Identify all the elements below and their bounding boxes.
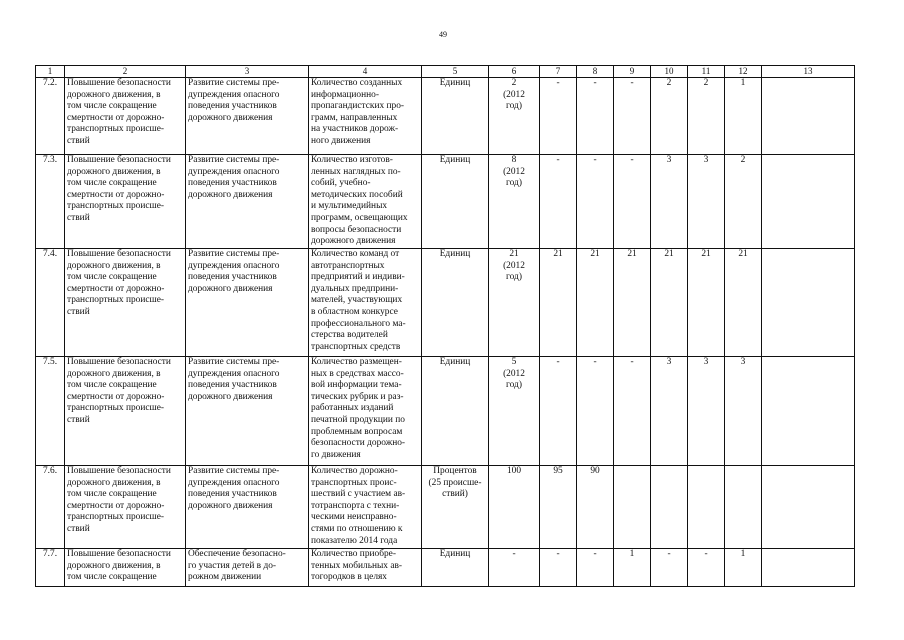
cell-line: Процентов: [433, 466, 477, 476]
cell-line: дорожного движения: [188, 283, 273, 294]
cell-line: дорожного движения: [311, 236, 396, 247]
cell-line: транспортных происше-: [67, 124, 165, 135]
cell-line: дуальных предприни-: [311, 283, 399, 294]
cell-line: год): [506, 272, 522, 283]
cell-line: дорожного движения, в: [67, 166, 161, 177]
goal-cell: [65, 466, 186, 549]
base-value-cell: [489, 249, 540, 357]
cell-line: Единиц: [439, 549, 471, 559]
value-cell-c13: [762, 357, 855, 466]
value-cell-c9: 1: [614, 549, 651, 587]
cell-line: ствий): [442, 489, 468, 500]
value-cell-c9: -: [614, 78, 651, 155]
column-header: 3: [186, 66, 309, 78]
base-value-cell: [489, 78, 540, 155]
value-cell-c8: 21: [577, 249, 614, 357]
cell-line: рожном движении: [188, 572, 262, 583]
table-row: [36, 78, 855, 155]
cell-line: том числе сокращение: [67, 101, 157, 112]
cell-line: тогородков в целях: [311, 572, 387, 583]
indicator-cell: [309, 466, 422, 549]
cell-line: предприятий и индиви-: [311, 272, 405, 283]
row-number-cell: 7.6.: [36, 466, 65, 549]
cell-line: дупреждения опасного: [188, 477, 280, 488]
goal-cell: [65, 357, 186, 466]
cell-line: 5: [511, 357, 517, 367]
cell-line: 21: [509, 249, 519, 259]
indicator-cell: [309, 357, 422, 466]
row-number-cell: 7.3.: [36, 155, 65, 249]
cell-line: смертности от дорожно-: [67, 283, 165, 294]
cell-line: дупреждения опасного: [188, 260, 280, 271]
value-cell-c11: 3: [688, 155, 725, 249]
cell-line: дорожного движения, в: [67, 368, 161, 379]
cell-line: Повышение безопасности: [67, 249, 171, 259]
cell-line: Единиц: [439, 78, 471, 88]
cell-line: ствий: [67, 306, 90, 317]
cell-line: поведения участников: [188, 101, 277, 112]
value-cell-c9: -: [614, 155, 651, 249]
cell-line: Количество дорожно-: [311, 466, 398, 476]
cell-line: смертности от дорожно-: [67, 189, 165, 200]
cell-line: на участников дорож-: [311, 124, 399, 135]
cell-line: поведения участников: [188, 380, 277, 391]
cell-line: 8: [511, 155, 517, 165]
cell-line: Повышение безопасности: [67, 78, 171, 88]
task-cell: [186, 249, 309, 357]
cell-line: Единиц: [439, 249, 471, 259]
cell-line: транспортных происше-: [67, 512, 165, 523]
column-header: 5: [422, 66, 489, 78]
cell-line: мателей, участвующих: [311, 295, 403, 306]
cell-line: Повышение безопасности: [67, 549, 171, 559]
cell-line: том числе сокращение: [67, 380, 157, 391]
value-cell-c12: 21: [725, 249, 762, 357]
cell-line: дорожного движения, в: [67, 260, 161, 271]
cell-line: поведения участников: [188, 489, 277, 500]
cell-line: дорожного движения: [188, 391, 273, 402]
cell-line: методических пособий: [311, 189, 403, 200]
value-cell-c11: 3: [688, 357, 725, 466]
column-header: 7: [540, 66, 577, 78]
cell-line: Развитие системы пре-: [188, 466, 280, 476]
cell-line: том числе сокращение: [67, 178, 157, 189]
cell-line: грамм, направленных: [311, 112, 398, 123]
unit-cell: [422, 357, 489, 466]
unit-cell: [422, 466, 489, 549]
cell-line: го участия детей в до-: [188, 560, 277, 571]
cell-line: работанных изданий: [311, 403, 394, 414]
cell-line: показателю 2014 года: [311, 535, 398, 546]
row-number-cell: 7.5.: [36, 357, 65, 466]
cell-line: го движения: [311, 449, 361, 460]
value-cell-c12: 1: [725, 549, 762, 587]
cell-line: (25 происше-: [428, 477, 482, 488]
column-header: 2: [65, 66, 186, 78]
cell-line: тотранспорта с техни-: [311, 500, 400, 511]
value-cell-c8: -: [577, 78, 614, 155]
cell-line: ствий: [67, 523, 90, 534]
cell-line: год): [506, 178, 522, 189]
column-header-row: [36, 66, 855, 78]
value-cell-c7: 95: [540, 466, 577, 549]
cell-line: транспортных средств: [311, 341, 401, 352]
cell-line: том числе сокращение: [67, 572, 157, 583]
cell-line: информационно-: [311, 89, 379, 100]
unit-cell: [422, 549, 489, 587]
table-row: [36, 249, 855, 357]
value-cell-c11: [688, 466, 725, 549]
column-header: 9: [614, 66, 651, 78]
cell-line: Количество размещен-: [311, 357, 402, 367]
cell-line: профессионального ма-: [311, 318, 406, 329]
value-cell-c8: 90: [577, 466, 614, 549]
column-header: 1: [36, 66, 65, 78]
cell-line: 2: [511, 78, 517, 88]
column-header: 12: [725, 66, 762, 78]
indicator-cell: [309, 155, 422, 249]
value-cell-c8: -: [577, 549, 614, 587]
base-value-cell: [489, 549, 540, 587]
value-cell-c12: [725, 466, 762, 549]
cell-line: дорожного движения, в: [67, 477, 161, 488]
value-cell-c9: [614, 466, 651, 549]
cell-line: дупреждения опасного: [188, 166, 280, 177]
cell-line: Развитие системы пре-: [188, 249, 280, 259]
indicator-cell: [309, 249, 422, 357]
cell-line: дорожного движения, в: [67, 560, 161, 571]
cell-line: ствий: [67, 212, 90, 223]
cell-line: Развитие системы пре-: [188, 357, 280, 367]
value-cell-c9: -: [614, 357, 651, 466]
cell-line: программ, освещающих: [311, 212, 408, 223]
task-cell: [186, 155, 309, 249]
cell-line: Единиц: [439, 357, 471, 367]
cell-line: и мультимедийных: [311, 201, 388, 212]
cell-line: шествий с участием ав-: [311, 489, 406, 500]
value-cell-c13: [762, 78, 855, 155]
table-row: [36, 155, 855, 249]
value-cell-c11: -: [688, 549, 725, 587]
indicator-cell: [309, 78, 422, 155]
value-cell-c9: 21: [614, 249, 651, 357]
cell-line: Повышение безопасности: [67, 155, 171, 165]
cell-line: -: [512, 549, 516, 559]
cell-line: том числе сокращение: [67, 272, 157, 283]
cell-line: Количество изготов-: [311, 155, 393, 165]
cell-line: дорожного движения: [188, 112, 273, 123]
value-cell-c13: [762, 155, 855, 249]
indicator-cell: [309, 549, 422, 587]
cell-line: 100: [506, 466, 522, 476]
unit-cell: [422, 155, 489, 249]
cell-line: (2012: [503, 89, 525, 100]
page-number: 49: [439, 30, 447, 39]
cell-line: собий, учебно-: [311, 178, 371, 189]
cell-line: дорожного движения: [188, 189, 273, 200]
cell-line: ствий: [67, 414, 90, 425]
cell-line: ческими неисправно-: [311, 512, 397, 523]
cell-line: (2012: [503, 368, 525, 379]
task-cell: [186, 357, 309, 466]
column-header: 10: [651, 66, 688, 78]
cell-line: Количество команд от: [311, 249, 400, 259]
cell-line: транспортных проис-: [311, 477, 397, 488]
cell-line: год): [506, 380, 522, 391]
row-number-cell: 7.4.: [36, 249, 65, 357]
table-row: [36, 549, 855, 587]
goal-cell: [65, 249, 186, 357]
base-value-cell: [489, 357, 540, 466]
value-cell-c10: 21: [651, 249, 688, 357]
task-cell: [186, 549, 309, 587]
cell-line: Повышение безопасности: [67, 466, 171, 476]
cell-line: проблемным вопросам: [311, 426, 403, 437]
cell-line: Количество созданных: [311, 78, 403, 88]
cell-line: год): [506, 101, 522, 112]
cell-line: Повышение безопасности: [67, 357, 171, 367]
cell-line: печатной продукции по: [311, 414, 405, 425]
value-cell-c10: 2: [651, 78, 688, 155]
cell-line: смертности от дорожно-: [67, 500, 165, 511]
row-number-cell: 7.2.: [36, 78, 65, 155]
value-cell-c10: -: [651, 549, 688, 587]
value-cell-c7: -: [540, 78, 577, 155]
value-cell-c13: [762, 466, 855, 549]
cell-line: транспортных происше-: [67, 295, 165, 306]
row-number-cell: 7.7.: [36, 549, 65, 587]
value-cell-c12: 2: [725, 155, 762, 249]
task-cell: [186, 78, 309, 155]
value-cell-c10: [651, 466, 688, 549]
cell-line: пропагандистских про-: [311, 101, 405, 112]
cell-line: дупреждения опасного: [188, 368, 280, 379]
goal-cell: [65, 155, 186, 249]
cell-line: том числе сокращение: [67, 489, 157, 500]
column-header: 11: [688, 66, 725, 78]
value-cell-c8: -: [577, 155, 614, 249]
value-cell-c8: -: [577, 357, 614, 466]
cell-line: дупреждения опасного: [188, 89, 280, 100]
value-cell-c7: 21: [540, 249, 577, 357]
cell-line: стями по отношению к: [311, 523, 403, 534]
value-cell-c10: 3: [651, 155, 688, 249]
cell-line: ных в средствах массо-: [311, 368, 404, 379]
cell-line: тических рубрик и раз-: [311, 391, 404, 402]
cell-line: транспортных происше-: [67, 403, 165, 414]
unit-cell: [422, 78, 489, 155]
table-row: [36, 466, 855, 549]
cell-line: дорожного движения: [188, 500, 273, 511]
goal-cell: [65, 549, 186, 587]
indicators-table: [35, 65, 855, 587]
cell-line: вопросы безопасности: [311, 224, 402, 235]
task-cell: [186, 466, 309, 549]
cell-line: автотранспортных: [311, 260, 385, 271]
column-header: 13: [762, 66, 855, 78]
base-value-cell: [489, 466, 540, 549]
value-cell-c10: 3: [651, 357, 688, 466]
column-header: 4: [309, 66, 422, 78]
value-cell-c7: -: [540, 357, 577, 466]
value-cell-c11: 2: [688, 78, 725, 155]
goal-cell: [65, 78, 186, 155]
value-cell-c12: 3: [725, 357, 762, 466]
cell-line: ленных наглядных по-: [311, 166, 401, 177]
cell-line: смертности от дорожно-: [67, 391, 165, 402]
cell-line: Количество приобре-: [311, 549, 396, 559]
cell-line: поведения участников: [188, 272, 277, 283]
value-cell-c13: [762, 249, 855, 357]
cell-line: тенных мобильных ав-: [311, 560, 403, 571]
cell-line: Развитие системы пре-: [188, 155, 280, 165]
cell-line: ствий: [67, 135, 90, 146]
value-cell-c7: -: [540, 155, 577, 249]
column-header: 8: [577, 66, 614, 78]
base-value-cell: [489, 155, 540, 249]
cell-line: в областном конкурсе: [311, 306, 398, 317]
cell-line: транспортных происше-: [67, 201, 165, 212]
value-cell-c12: 1: [725, 78, 762, 155]
value-cell-c7: -: [540, 549, 577, 587]
value-cell-c13: [762, 549, 855, 587]
cell-line: смертности от дорожно-: [67, 112, 165, 123]
cell-line: безопасности дорожно-: [311, 438, 406, 449]
cell-line: вой информации тема-: [311, 380, 402, 391]
cell-line: стерства водителей: [311, 330, 388, 341]
cell-line: Развитие системы пре-: [188, 78, 280, 88]
table-row: [36, 357, 855, 466]
cell-line: Обеспечение безопасно-: [188, 549, 286, 559]
cell-line: ного движения: [311, 135, 371, 146]
unit-cell: [422, 249, 489, 357]
cell-line: (2012: [503, 166, 525, 177]
cell-line: Единиц: [439, 155, 471, 165]
cell-line: поведения участников: [188, 178, 277, 189]
column-header: 6: [489, 66, 540, 78]
cell-line: (2012: [503, 260, 525, 271]
cell-line: дорожного движения, в: [67, 89, 161, 100]
value-cell-c11: 21: [688, 249, 725, 357]
